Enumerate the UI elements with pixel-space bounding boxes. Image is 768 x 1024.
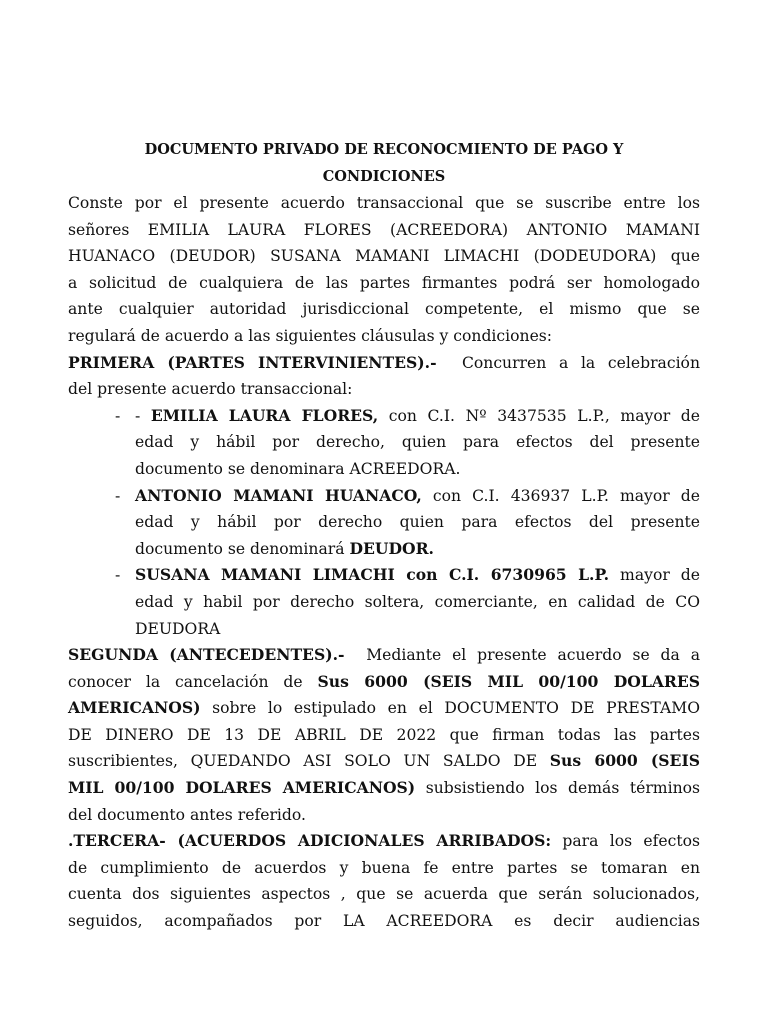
text-line bbox=[135, 562, 700, 589]
text-line: DE DINERO DE 13 DE ABRIL DE 2022 que firman todas las partes bbox=[68, 725, 700, 744]
text-line: documento se denominara ACREEDORA. bbox=[135, 459, 461, 478]
amount-text: MIL 00/100 DOLARES AMERICANOS) bbox=[68, 778, 416, 798]
text-line bbox=[135, 536, 700, 563]
text-segment: con C.I. 436937 L.P. mayor de bbox=[421, 486, 700, 505]
text-line bbox=[68, 775, 700, 802]
list-item bbox=[68, 403, 700, 483]
text-line: cuenta dos siguientes aspectos , que se acuerda que serán solucionados, bbox=[68, 885, 700, 904]
text-line: edad y hábil por derecho quien para efectos del presente bbox=[135, 513, 700, 532]
list-bullet: - bbox=[115, 566, 121, 585]
amount-text: AMERICANOS) bbox=[68, 698, 201, 718]
text-line bbox=[68, 828, 700, 855]
text-line: edad y habil por derecho soltera, comerciante, en calidad de CO bbox=[135, 592, 700, 611]
text-segment: subsistiendo los demás términos bbox=[415, 779, 701, 798]
text-segment: con C.I. Nº 3437535 L.P., mayor de bbox=[378, 406, 700, 425]
list-bullet: - bbox=[115, 406, 121, 425]
clause-heading: SEGUNDA (ANTECEDENTES).- bbox=[68, 645, 345, 665]
text-line: del documento antes referido. bbox=[68, 805, 306, 824]
text-line: del presente acuerdo transaccional: bbox=[68, 380, 353, 399]
text-line bbox=[135, 403, 700, 430]
text-segment: suscribientes, QUEDANDO ASI SOLO UN SALDO DE bbox=[68, 752, 550, 771]
text-line: de cumplimiento de acuerdos y buena fe entre partes se tomaran en bbox=[68, 858, 700, 877]
text-line bbox=[68, 642, 700, 669]
text-line: a solicitud de cualquiera de las partes firmantes podrá ser homologado bbox=[68, 273, 700, 292]
text-segment: - bbox=[135, 406, 151, 425]
clause-heading: PRIMERA (PARTES INTERVINIENTES).- bbox=[68, 352, 437, 372]
clause-primera bbox=[68, 350, 700, 643]
text-line bbox=[135, 483, 700, 510]
clause-heading: .TERCERA- (ACUERDOS ADICIONALES ARRIBADOS: bbox=[68, 831, 552, 851]
text-line: HUANACO (DEUDOR) SUSANA MAMANI LIMACHI (DODEUDORA) que bbox=[68, 247, 700, 266]
text-segment: Mediante el presente acuerdo se da a bbox=[366, 646, 700, 665]
title-line: CONDICIONES bbox=[322, 168, 446, 185]
text-line: edad y hábil por derecho, quien para efectos del presente bbox=[135, 433, 700, 452]
parties-list bbox=[68, 403, 700, 642]
party-name: ANTONIO MAMANI HUANACO, bbox=[135, 485, 422, 505]
intro-paragraph bbox=[68, 190, 700, 350]
list-item bbox=[68, 483, 700, 563]
text-segment: sobre lo estipulado en el DOCUMENTO DE PRESTAMO bbox=[200, 699, 700, 718]
text-line: seguidos, acompañados por LA ACREEDORA es decir audiencias bbox=[68, 912, 700, 931]
title-line: DOCUMENTO PRIVADO DE RECONOCMIENTO DE PAGO Y bbox=[144, 141, 624, 158]
text-line bbox=[68, 350, 700, 377]
text-line: DEUDORA bbox=[135, 619, 221, 638]
text-line bbox=[68, 695, 700, 722]
text-line bbox=[68, 669, 700, 696]
text-segment: documento se denominará bbox=[135, 539, 350, 558]
text-line: ante cualquier autoridad jurisdiccional competente, el mismo que se bbox=[68, 300, 700, 319]
text-line: Conste por el presente acuerdo transaccional que se suscribe entre los bbox=[68, 194, 700, 212]
text-segment: Concurren a la celebración bbox=[461, 353, 700, 372]
amount-text: Sus 6000 (SEIS bbox=[549, 751, 700, 771]
document-title bbox=[68, 136, 700, 190]
text-line: señores EMILIA LAURA FLORES (ACREEDORA) ANTONIO MAMANI bbox=[68, 220, 700, 239]
list-item bbox=[68, 562, 700, 642]
clause-tercera bbox=[68, 828, 700, 934]
clause-segunda bbox=[68, 642, 700, 828]
text-line: regulará de acuerdo a las siguientes cláusulas y condiciones: bbox=[68, 326, 553, 345]
party-name: EMILIA LAURA FLORES, bbox=[150, 405, 379, 425]
text-segment: para los efectos bbox=[551, 832, 700, 851]
text-segment: conocer la cancelación de bbox=[68, 672, 318, 691]
role-label: DEUDOR. bbox=[349, 538, 434, 558]
text-line bbox=[68, 748, 700, 775]
list-bullet: - bbox=[115, 486, 121, 505]
amount-text: Sus 6000 (SEIS MIL 00/100 DOLARES bbox=[317, 671, 701, 691]
text-segment: mayor de bbox=[609, 566, 700, 585]
party-name: SUSANA MAMANI LIMACHI con C.I. 6730965 L.P. bbox=[135, 565, 610, 585]
